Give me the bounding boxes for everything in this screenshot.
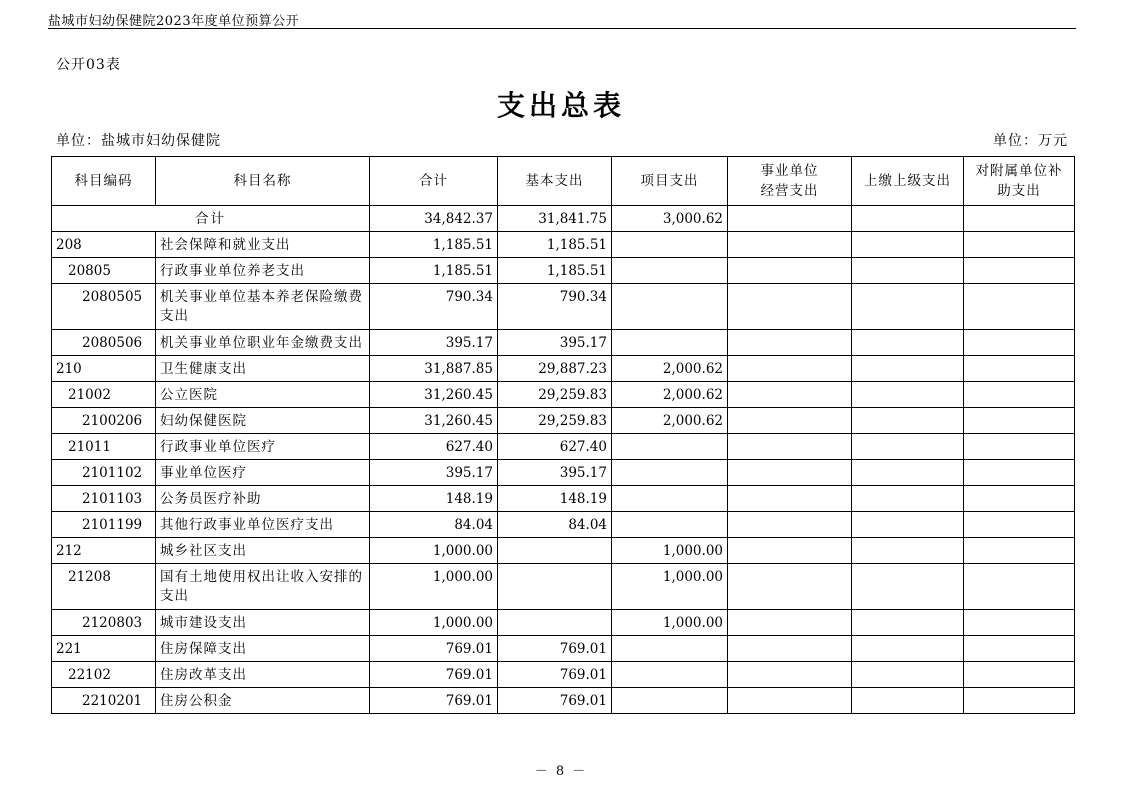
currency-unit-label: 单位：万元: [993, 133, 1068, 149]
row-business: [728, 408, 852, 434]
row-upper: [852, 486, 964, 512]
table-row: [52, 434, 1075, 460]
row-basic: 769.01: [498, 636, 612, 662]
row-project: 1,000.00: [612, 538, 728, 564]
row-project: [612, 688, 728, 714]
document-header: 盐城市妇幼保健院2023年度单位预算公开: [48, 14, 300, 29]
row-upper: [852, 636, 964, 662]
row-business: [728, 330, 852, 356]
row-subsidy: [964, 382, 1075, 408]
row-basic: 769.01: [498, 662, 612, 688]
row-project: [612, 460, 728, 486]
row-code: 2120803: [52, 610, 156, 636]
row-business: [728, 258, 852, 284]
row-subsidy: [964, 486, 1075, 512]
row-project: 2,000.62: [612, 382, 728, 408]
row-total: 31,887.85: [370, 356, 498, 382]
row-name: 行政事业单位养老支出: [156, 258, 370, 284]
header-code: 科目编码: [52, 157, 156, 206]
row-business: [728, 284, 852, 330]
row-basic: 1,185.51: [498, 232, 612, 258]
row-code: 2101103: [52, 486, 156, 512]
row-basic: 769.01: [498, 688, 612, 714]
row-subsidy: [964, 688, 1075, 714]
row-total: 148.19: [370, 486, 498, 512]
row-business: [728, 636, 852, 662]
row-upper: [852, 564, 964, 610]
row-business: [728, 486, 852, 512]
row-name: 公立医院: [156, 382, 370, 408]
row-project: [612, 512, 728, 538]
row-code: 2080506: [52, 330, 156, 356]
table-row: [52, 258, 1075, 284]
row-total: 627.40: [370, 434, 498, 460]
row-upper: [852, 610, 964, 636]
row-upper: [852, 538, 964, 564]
row-business: [728, 538, 852, 564]
row-basic: [498, 610, 612, 636]
row-business: [728, 564, 852, 610]
row-business: [728, 356, 852, 382]
table-row: [52, 232, 1075, 258]
expenditure-table: [51, 156, 1075, 714]
row-upper: [852, 460, 964, 486]
row-subsidy: [964, 408, 1075, 434]
row-code: 21011: [52, 434, 156, 460]
row-code: 21208: [52, 564, 156, 610]
table-row: [52, 636, 1075, 662]
row-total: 1,000.00: [370, 538, 498, 564]
row-project: [612, 232, 728, 258]
row-code: 2210201: [52, 688, 156, 714]
row-subsidy: [964, 460, 1075, 486]
table-row: [52, 688, 1075, 714]
page-number: － 8 －: [534, 764, 588, 779]
row-upper: [852, 356, 964, 382]
row-basic: [498, 564, 612, 610]
row-upper: [852, 512, 964, 538]
row-name: 住房改革支出: [156, 662, 370, 688]
row-upper: [852, 258, 964, 284]
row-upper: [852, 434, 964, 460]
row-name: 社会保障和就业支出: [156, 232, 370, 258]
row-project: 1,000.00: [612, 610, 728, 636]
row-total: 395.17: [370, 460, 498, 486]
table-row: [52, 486, 1075, 512]
row-project: [612, 284, 728, 330]
row-code: 208: [52, 232, 156, 258]
row-upper: [852, 232, 964, 258]
total-project: 3,000.62: [612, 206, 728, 232]
row-total: 1,185.51: [370, 258, 498, 284]
row-name: 事业单位医疗: [156, 460, 370, 486]
row-business: [728, 460, 852, 486]
row-name: 其他行政事业单位医疗支出: [156, 512, 370, 538]
row-business: [728, 688, 852, 714]
table-row: [52, 538, 1075, 564]
row-subsidy: [964, 538, 1075, 564]
table-row: [52, 330, 1075, 356]
row-total: 84.04: [370, 512, 498, 538]
row-project: [612, 486, 728, 512]
header-business-line2: 经营支出: [760, 183, 819, 199]
row-subsidy: [964, 610, 1075, 636]
row-code: 2101199: [52, 512, 156, 538]
row-name: 国有土地使用权出让收入安排的支出: [156, 564, 370, 610]
row-name: 卫生健康支出: [156, 356, 370, 382]
row-name: 城市建设支出: [156, 610, 370, 636]
total-upper: [852, 206, 964, 232]
table-code: 公开03表: [56, 57, 121, 73]
unit-name-label: 单位：盐城市妇幼保健院: [56, 133, 221, 149]
row-name: 城乡社区支出: [156, 538, 370, 564]
row-name: 机关事业单位职业年金缴费支出: [156, 330, 370, 356]
row-total: 31,260.45: [370, 408, 498, 434]
total-subsidy: [964, 206, 1075, 232]
row-total: 769.01: [370, 688, 498, 714]
row-total: 31,260.45: [370, 382, 498, 408]
row-subsidy: [964, 434, 1075, 460]
row-code: 212: [52, 538, 156, 564]
row-total: 1,185.51: [370, 232, 498, 258]
row-basic: 790.34: [498, 284, 612, 330]
row-code: 210: [52, 356, 156, 382]
row-subsidy: [964, 258, 1075, 284]
header-total: 合计: [370, 157, 498, 206]
row-total: 1,000.00: [370, 610, 498, 636]
header-name: 科目名称: [156, 157, 370, 206]
header-subsidy: [964, 157, 1075, 206]
row-subsidy: [964, 564, 1075, 610]
row-basic: 84.04: [498, 512, 612, 538]
row-business: [728, 434, 852, 460]
row-project: 1,000.00: [612, 564, 728, 610]
row-total: 1,000.00: [370, 564, 498, 610]
row-project: 2,000.62: [612, 408, 728, 434]
row-upper: [852, 330, 964, 356]
row-upper: [852, 662, 964, 688]
header-upper: 上缴上级支出: [852, 157, 964, 206]
row-basic: 148.19: [498, 486, 612, 512]
row-project: [612, 330, 728, 356]
page-title: 支出总表: [496, 89, 625, 122]
row-code: 20805: [52, 258, 156, 284]
row-basic: 29,259.83: [498, 408, 612, 434]
total-total: 34,842.37: [370, 206, 498, 232]
row-code: 21002: [52, 382, 156, 408]
header-subsidy-line2: 助支出: [997, 183, 1041, 199]
header-subsidy-line1: 对附属单位补: [975, 163, 1063, 179]
row-project: [612, 434, 728, 460]
table-row: [52, 460, 1075, 486]
row-code: 2080505: [52, 284, 156, 330]
header-business: [728, 157, 852, 206]
table-row: [52, 284, 1075, 330]
row-upper: [852, 382, 964, 408]
table-row: [52, 610, 1075, 636]
row-business: [728, 610, 852, 636]
row-total: 769.01: [370, 662, 498, 688]
table-row: [52, 356, 1075, 382]
row-subsidy: [964, 330, 1075, 356]
row-name: 机关事业单位基本养老保险缴费支出: [156, 284, 370, 330]
row-basic: 395.17: [498, 330, 612, 356]
row-total: 395.17: [370, 330, 498, 356]
total-label: 合计: [52, 206, 370, 232]
row-basic: 29,259.83: [498, 382, 612, 408]
table-row: [52, 512, 1075, 538]
row-subsidy: [964, 512, 1075, 538]
table-row: [52, 408, 1075, 434]
row-upper: [852, 688, 964, 714]
row-business: [728, 232, 852, 258]
row-basic: [498, 538, 612, 564]
row-business: [728, 382, 852, 408]
row-upper: [852, 408, 964, 434]
row-basic: 627.40: [498, 434, 612, 460]
row-project: [612, 636, 728, 662]
row-subsidy: [964, 636, 1075, 662]
header-basic: 基本支出: [498, 157, 612, 206]
row-project: [612, 258, 728, 284]
row-name: 行政事业单位医疗: [156, 434, 370, 460]
total-basic: 31,841.75: [498, 206, 612, 232]
row-basic: 395.17: [498, 460, 612, 486]
row-subsidy: [964, 662, 1075, 688]
total-row: [52, 206, 1075, 232]
row-upper: [852, 284, 964, 330]
header-project: 项目支出: [612, 157, 728, 206]
header-divider: [48, 28, 1076, 29]
row-basic: 29,887.23: [498, 356, 612, 382]
row-subsidy: [964, 232, 1075, 258]
table-row: [52, 382, 1075, 408]
row-basic: 1,185.51: [498, 258, 612, 284]
row-code: 221: [52, 636, 156, 662]
table-row: [52, 662, 1075, 688]
header-business-line1: 事业单位: [760, 163, 819, 179]
table-header-row: [52, 157, 1075, 206]
row-business: [728, 512, 852, 538]
row-subsidy: [964, 356, 1075, 382]
total-business: [728, 206, 852, 232]
row-total: 790.34: [370, 284, 498, 330]
row-name: 住房公积金: [156, 688, 370, 714]
row-name: 住房保障支出: [156, 636, 370, 662]
table-row: [52, 564, 1075, 610]
row-code: 2100206: [52, 408, 156, 434]
row-name: 妇幼保健医院: [156, 408, 370, 434]
row-project: 2,000.62: [612, 356, 728, 382]
row-code: 2101102: [52, 460, 156, 486]
row-business: [728, 662, 852, 688]
row-code: 22102: [52, 662, 156, 688]
row-subsidy: [964, 284, 1075, 330]
row-name: 公务员医疗补助: [156, 486, 370, 512]
row-total: 769.01: [370, 636, 498, 662]
row-project: [612, 662, 728, 688]
